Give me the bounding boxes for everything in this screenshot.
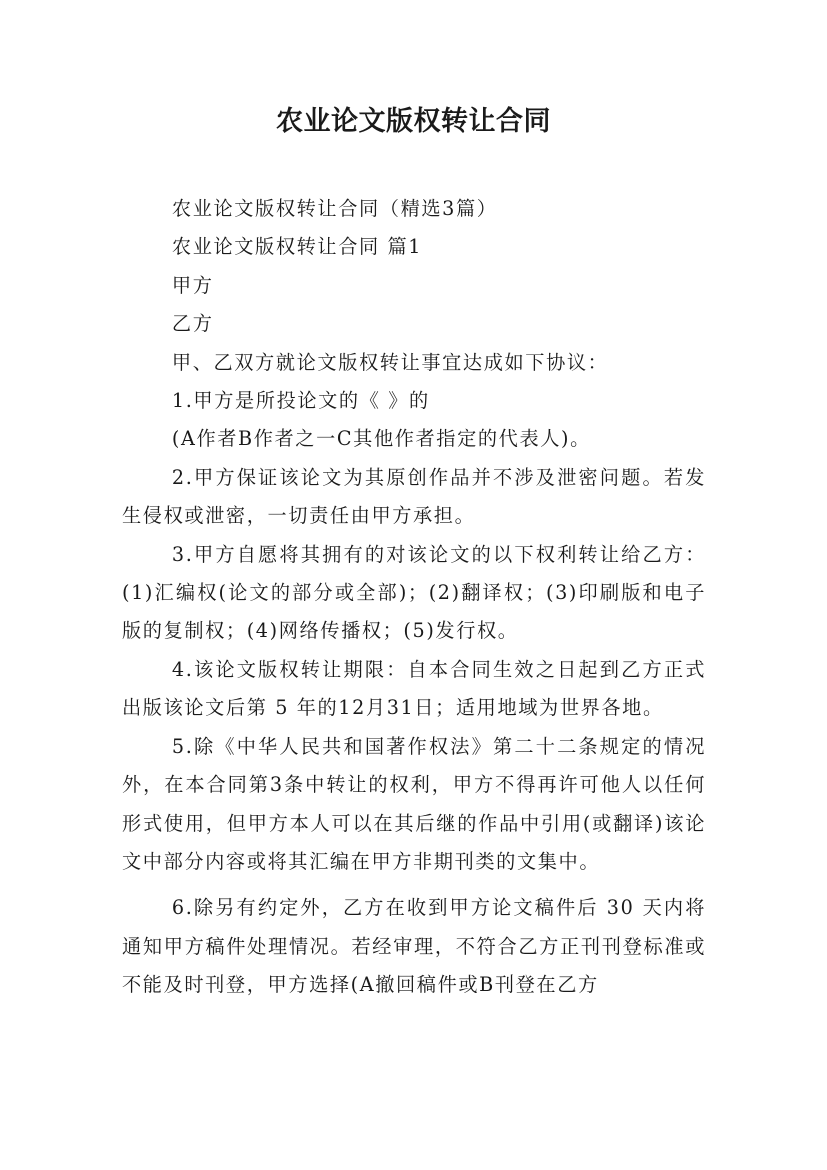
paragraph-clause-6: 6.除另有约定外，乙方在收到甲方论文稿件后 30 天内将通知甲方稿件处理情况。若经审理，不符合乙方正刊刊登标准或不能及时刊登，甲方选择(A撤回稿件或B刊登在乙方	[122, 896, 706, 997]
paragraph-section-heading: 农业论文版权转让合同 篇1	[171, 235, 423, 259]
paragraph-party-b: 乙方	[171, 312, 214, 336]
paragraph-party-a: 甲方	[171, 273, 214, 297]
paragraph-clause-3: 3.甲方自愿将其拥有的对该论文的以下权利转让给乙方：(1)汇编权(论文的部分或全部)；(2)翻译权；(3)印刷版和电子版的复制权；(4)网络传播权；(5)发行权。	[122, 542, 706, 643]
paragraph-clause-1: 1.甲方是所投论文的《 》的	[171, 389, 430, 413]
paragraph-clause-4: 4.该论文版权转让期限：自本合同生效之日起到乙方正式出版该论文后第 5 年的12月31日；适用地域为世界各地。	[122, 657, 706, 720]
document-body	[122, 190, 706, 1005]
document-title: 农业论文版权转让合同	[276, 106, 551, 137]
paragraph-subtitle: 农业论文版权转让合同（精选3篇）	[171, 197, 498, 220]
paragraph-clause-2: 2.甲方保证该论文为其原创作品并不涉及泄密问题。若发生侵权或泄密，一切责任由甲方承担。	[122, 465, 706, 528]
paragraph-clause-1-options: (A作者B作者之一C其他作者指定的代表人)。	[171, 427, 591, 451]
paragraph-clause-5: 5.除《中华人民共和国著作权法》第二十二条规定的情况外，在本合同第3条中转让的权利，甲方不得再许可他人以任何形式使用，但甲方本人可以在其后继的作品中引用(或翻译)该论文中部分内容或将其汇编在甲方非期刊类的文集中。	[122, 734, 706, 873]
paragraph-agreement-intro: 甲、乙双方就论文版权转让事宜达成如下协议：	[171, 350, 609, 374]
